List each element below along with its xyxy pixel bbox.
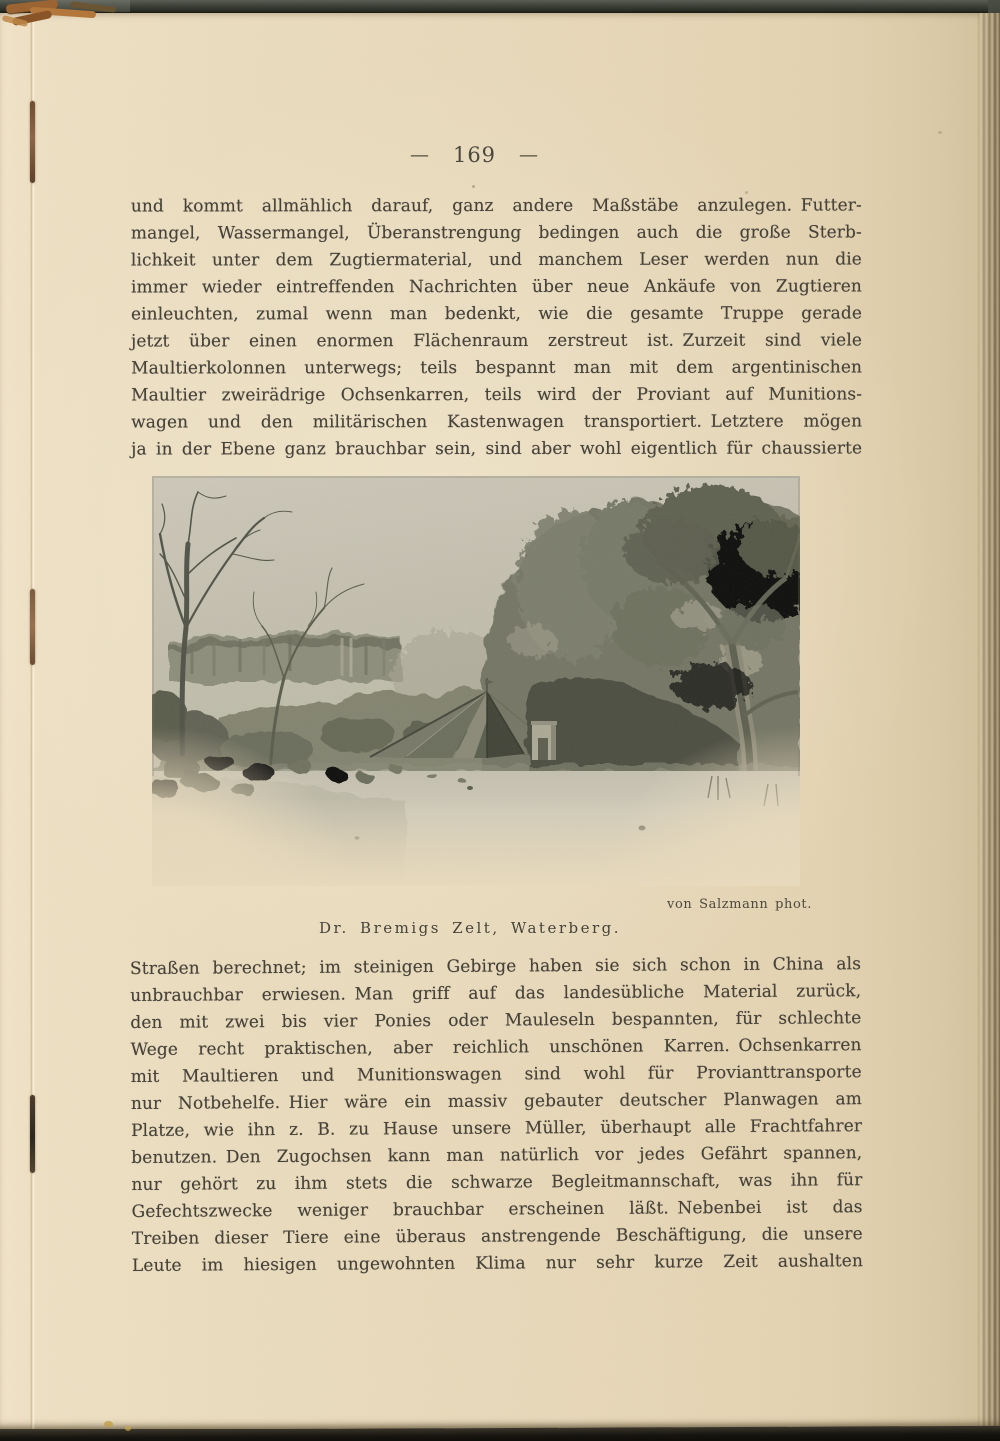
page-number-dash: —: [519, 144, 540, 166]
text-line: Wege recht praktischen, aber reichlich unschönen Karren. Ochsenkarren: [130, 1035, 862, 1061]
binding-stitch: [30, 1095, 35, 1173]
page-number: [109, 143, 840, 167]
text-line: mangel, Wassermangel, Überanstrengung bedingen auch die große Sterb-: [130, 222, 862, 244]
text-line: wagen und den militärischen Kastenwagen transportiert. Letztere mögen: [131, 411, 863, 433]
binding-crease: [30, 13, 35, 1429]
photo-credit: von Salzmann phot.: [667, 897, 812, 912]
text-line: nur gehört zu ihm stets die schwarze Begleitmannschaft, was ihn für: [131, 1170, 863, 1195]
cover-speck: [104, 1421, 113, 1427]
text-line: einleuchten, zumal wenn man bedenkt, wie die gesamte Truppe gerade: [130, 303, 862, 325]
paragraph-bottom: [130, 951, 863, 1280]
text-line: und kommt allmählich darauf, ganz andere Maßstäbe anzulegen. Futter-: [130, 195, 862, 217]
cover-speck: [125, 1426, 131, 1431]
text-line: den mit zwei bis vier Ponies oder Mauleseln bespannten, für schlechte: [130, 1008, 862, 1034]
book-cover-top-edge: [0, 0, 1000, 14]
text-line: immer wieder eintreffenden Nachrichten über neue Ankäufe von Zugtieren: [130, 276, 862, 298]
paper-speck: [745, 191, 748, 194]
binding-stitch: [30, 101, 35, 183]
book-page: [0, 13, 1000, 1429]
paragraph-top: [131, 192, 862, 463]
text-line: unbrauchbar erwiesen. Man griff auf das landesübliche Material zurück,: [130, 981, 862, 1007]
text-line: Maultier zweirädrige Ochsenkarren, teils wird der Proviant auf Munitions-: [131, 384, 863, 406]
paper-speck: [938, 131, 942, 134]
page-edge-stripes: [977, 13, 1000, 1429]
figure-caption: Dr. Bremigs Zelt, Waterberg.: [318, 919, 622, 937]
binding-stitch: [30, 589, 35, 665]
text-line: jetzt über einen enormen Flächenraum zerstreut ist. Zurzeit sind viele: [131, 330, 863, 352]
photo-illustration: [152, 476, 800, 886]
text-line: Straßen berechnet; im steinigen Gebirge haben sie sich schon in China als: [129, 954, 862, 980]
text-line: ja in der Ebene ganz brauchbar sein, sind aber wohl eigentlich für chaussierte: [131, 438, 863, 460]
text-line: Maultierkolonnen unterwegs; teils bespannt man mit dem argentinischen: [131, 357, 863, 379]
page-number-dash: —: [409, 144, 430, 166]
text-line: mit Maultieren und Munitionswagen sind wohl für Provianttransporte: [130, 1062, 862, 1088]
text-line: nur Notbehelfe. Hier wäre ein massiv gebauter deutscher Planwagen am: [130, 1089, 862, 1115]
paper-speck: [472, 185, 475, 188]
text-line: Treiben dieser Tiere eine überaus anstrengende Beschäftigung, die unsere: [131, 1224, 863, 1249]
text-line: Leute im hiesigen ungewohnten Klima nur sehr kurze Zeit aushalten: [131, 1251, 864, 1276]
text-line: lichkeit unter dem Zugtiermaterial, und manchem Leser werden nun die: [130, 249, 862, 271]
text-line: benutzen. Den Zugochsen kann man natürlich vor jedes Gefährt spannen,: [131, 1143, 863, 1168]
text-line: Platze, wie ihn z. B. zu Hause unsere Müller, überhaupt alle Frachtfahrer: [131, 1116, 863, 1141]
page-number-value: 169: [452, 143, 497, 167]
photograph-tent-waterberg: [152, 476, 800, 886]
text-line: Gefechtszwecke weniger brauchbar erscheinen läßt. Nebenbei ist das: [131, 1197, 863, 1222]
